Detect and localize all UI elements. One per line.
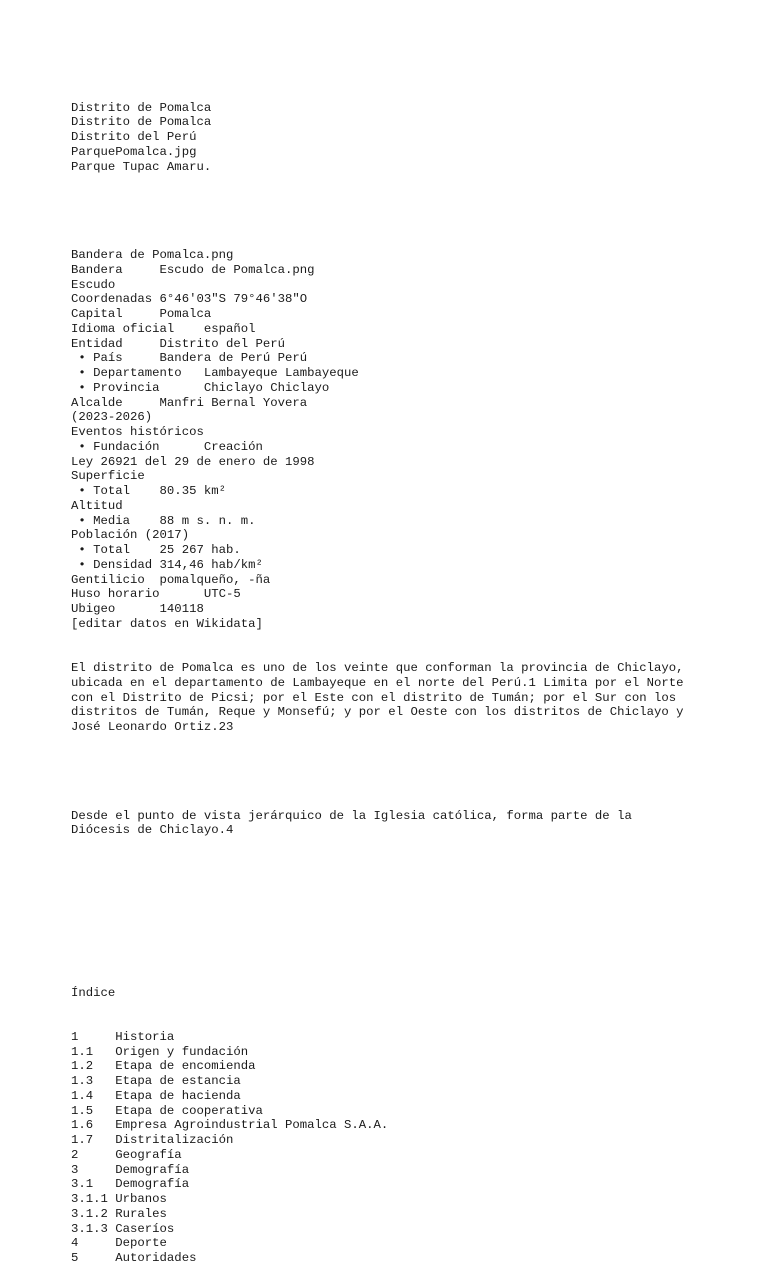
spacer	[71, 912, 711, 927]
toc-item[interactable]: 1.6 Empresa Agroindustrial Pomalca S.A.A.	[71, 1118, 389, 1133]
paragraph-line: Diócesis de Chiclayo.4	[71, 823, 234, 838]
paragraph-line: José Leonardo Ortiz.23	[71, 720, 234, 734]
paragraph-line: Desde el punto de vista jerárquico de la Iglesia católica, forma parte de la	[71, 808, 632, 823]
infobox-line: Escudo	[71, 277, 116, 292]
toc-item[interactable]: 1 Historia	[71, 1029, 175, 1044]
header-line: Distrito de Pomalca	[71, 100, 212, 115]
toc-item[interactable]: 4 Deporte	[71, 1236, 167, 1251]
infobox-line: Bandera de Pomalca.png	[71, 248, 234, 262]
spacer	[71, 868, 711, 883]
infobox-line: Capital Pomalca	[71, 307, 212, 321]
infobox-line: Huso horario UTC-5	[71, 587, 241, 602]
toc-item[interactable]: 5 Autoridades	[71, 1251, 197, 1265]
toc-item[interactable]: 1.4 Etapa de hacienda	[71, 1088, 241, 1103]
infobox-line: Bandera Escudo de Pomalca.png	[71, 262, 315, 277]
toc-item[interactable]: 2 Geografía	[71, 1147, 182, 1162]
infobox-line: Coordenadas 6°46'03"S 79°46'38"O	[71, 292, 308, 307]
toc-item[interactable]: 1.3 Etapa de estancia	[71, 1074, 241, 1088]
infobox-line: • Departamento Lambayeque Lambayeque	[71, 366, 359, 380]
toc-item[interactable]: 3.1.3 Caseríos	[71, 1221, 175, 1236]
table-of-contents	[71, 956, 711, 1266]
infobox-line: Alcalde Manfri Bernal Yovera	[71, 395, 308, 410]
toc-item[interactable]: 1.1 Origen y fundación	[71, 1044, 249, 1059]
paragraph-line: distritos de Tumán, Reque y Monsefú; y por el Oeste con los distritos de Chiclayo y	[71, 705, 684, 720]
infobox-line: • Fundación Creación	[71, 439, 263, 454]
infobox-line: [editar datos en Wikidata]	[71, 616, 263, 631]
toc-item[interactable]: 1.7 Distritalización	[71, 1133, 234, 1147]
spacer	[71, 204, 711, 219]
infobox-line: • Densidad 314,46 hab/km²	[71, 557, 263, 572]
infobox-line: Población (2017)	[71, 528, 190, 543]
infobox-line: • Total 25 267 hab.	[71, 543, 241, 557]
intro-paragraph	[71, 661, 711, 735]
infobox-line: Entidad Distrito del Perú	[71, 336, 286, 351]
header-line: Parque Tupac Amaru.	[71, 159, 212, 174]
paragraph-line: ubicada en el departamento de Lambayeque en el norte del Perú.1 Limita por el Norte	[71, 675, 684, 690]
document-page	[71, 71, 711, 1281]
toc-item[interactable]: 1.2 Etapa de encomienda	[71, 1059, 256, 1074]
header-block	[71, 101, 711, 175]
toc-item[interactable]: 3.1.1 Urbanos	[71, 1192, 167, 1206]
toc-item[interactable]: 3 Demografía	[71, 1162, 190, 1177]
infobox-line: Ley 26921 del 29 de enero de 1998	[71, 454, 315, 469]
header-line: Distrito del Perú	[71, 130, 197, 144]
infobox-line: Idioma oficial español	[71, 321, 256, 336]
infobox-line: • País Bandera de Perú Perú	[71, 351, 308, 366]
spacer	[71, 764, 711, 779]
infobox-line: Ubigeo 140118	[71, 602, 204, 616]
paragraph-line: El distrito de Pomalca es uno de los veinte que conforman la provincia de Chiclayo,	[71, 661, 684, 675]
infobox-block	[71, 248, 711, 632]
church-paragraph	[71, 809, 711, 839]
toc-item[interactable]: 3.1.2 Rurales	[71, 1206, 167, 1221]
toc-item[interactable]: 3.1 Demografía	[71, 1177, 190, 1192]
infobox-line: (2023-2026)	[71, 410, 153, 425]
toc-title: Índice	[71, 985, 116, 1000]
infobox-line: • Media 88 m s. n. m.	[71, 513, 256, 528]
infobox-line: Superficie	[71, 469, 145, 484]
toc-item[interactable]: 1.5 Etapa de cooperativa	[71, 1103, 263, 1118]
header-line: ParquePomalca.jpg	[71, 144, 197, 159]
paragraph-line: con el Distrito de Picsi; por el Este con el distrito de Tumán; por el Sur con los	[71, 690, 677, 705]
infobox-line: • Total 80.35 km²	[71, 484, 226, 498]
infobox-line: Altitud	[71, 498, 123, 513]
infobox-line: Eventos históricos	[71, 425, 204, 439]
infobox-line: Gentilicio pomalqueño, -ña	[71, 572, 271, 587]
infobox-line: • Provincia Chiclayo Chiclayo	[71, 380, 330, 395]
header-line: Distrito de Pomalca	[71, 115, 212, 130]
